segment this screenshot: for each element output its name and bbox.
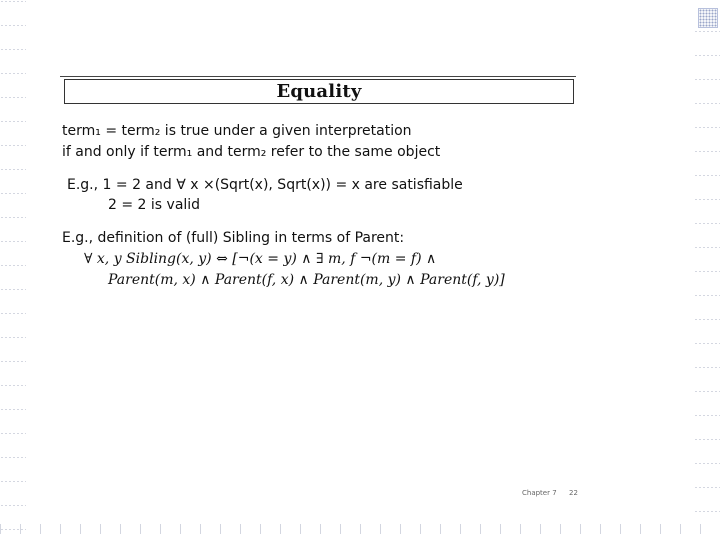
right-margin-dots <box>694 30 720 530</box>
title-rule <box>60 76 576 77</box>
line-example-satisfiable: E.g., 1 = 2 and ∀ x ×(Sqrt(x), Sqrt(x)) = x are satisfiable <box>67 177 463 193</box>
slide-title: Equality <box>276 81 362 102</box>
title-box <box>64 79 574 104</box>
line-example-valid: 2 = 2 is valid <box>108 197 201 213</box>
bottom-margin-ticks <box>0 524 720 534</box>
line-sibling-formula-1: ∀ x, y Sibling(x, y) ⇔ [¬(x = y) ∧ ∃ m, f ¬(m = f) ∧ <box>84 251 437 267</box>
line-definition-1: term₁ = term₂ is true under a given interpretation <box>62 123 412 139</box>
line-sibling-intro: E.g., definition of (full) Sibling in terms of Parent: <box>62 230 405 246</box>
line-definition-2: if and only if term₁ and term₂ refer to the same object <box>62 144 441 160</box>
corner-pattern-icon <box>698 8 718 28</box>
left-margin-dots <box>0 0 26 540</box>
footer-chapter: Chapter 7 <box>522 489 557 497</box>
line-sibling-formula-2: Parent(m, x) ∧ Parent(f, x) ∧ Parent(m, y) ∧ Parent(f, y)] <box>108 272 505 288</box>
footer-page-number: 22 <box>569 489 578 497</box>
